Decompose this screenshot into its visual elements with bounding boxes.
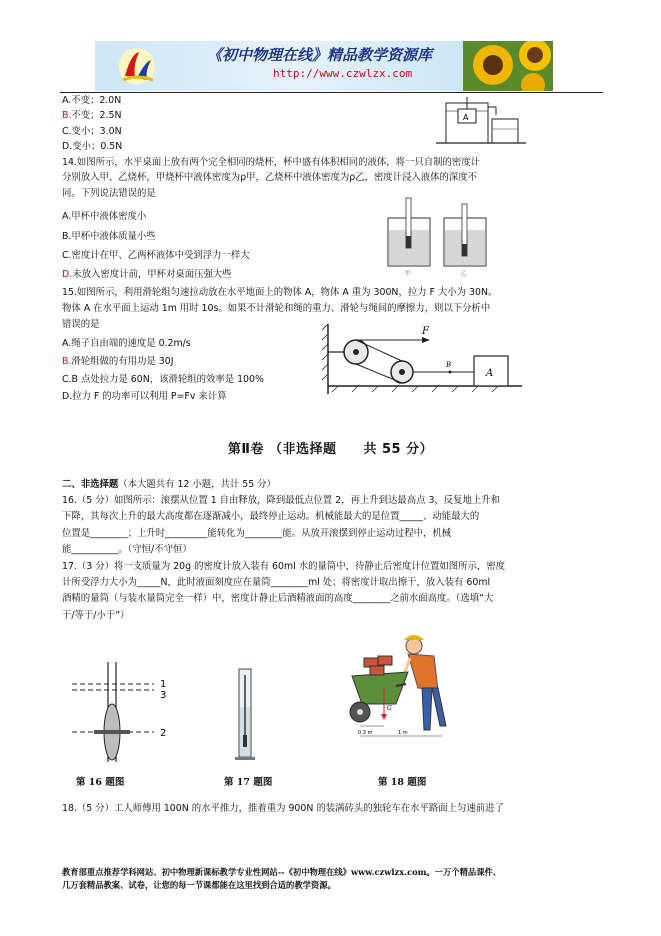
q13-figure-overflow-can [436,97,526,147]
q14-option-b: B.甲杯中液体质量小些 [62,231,156,242]
fig16-label-3: 3 [160,690,167,701]
q15-option-c: C.B 点处拉力是 60N，该滑轮组的效率是 100% [62,374,264,385]
section-heading: 第Ⅱ卷 （非选择题 共 55 分） [227,442,434,457]
q16-line-2: 下降，其每次上升的最大高度都在逐渐减小，最终停止运动。机械能最大的是位置_____、动能最大的 [62,511,480,522]
caption-fig18: 第 18 题图 [378,777,427,788]
q15-stem-1: 15.如图所示，利用滑轮组匀速拉动放在水平地面上的物体 A，物体 A 重为 300N，拉力 F 大小为 30N。 [62,287,498,298]
q15-option-d: D.拉力 F 的功率可以利用 P=Fv 来计算 [62,391,227,402]
footer-line-1: 教育部重点推荐学科网站、初中物理新课标教学专业性网站--《初中物理在线》www.czwlzx.com。一万个精品课件、 [62,867,502,877]
header-rule [60,92,603,93]
q13-option-d: D.变小；0.5N [62,141,123,152]
sunflower-image [463,41,553,91]
q17-line-2: 计所受浮力大小为_____N，此时液面刻度应在量筒________ml 处；将密度计取出擦干，放入装有 60ml [62,577,491,588]
q14-option-a: A.甲杯中液体密度小 [62,211,147,222]
banner-url: http://www.czwlzx.com [273,67,413,80]
banner-title: 《初中物理在线》精品教学资源库 [207,46,433,64]
caption-fig16: 第 16 题图 [76,777,125,788]
footer-line-2: 几万套精品教案、试卷，让您的每一节课都能在这里找到合适的教学资源。 [62,880,336,890]
q16-line-4: 能__________。（守恒/不守恒） [62,544,192,555]
part2-title: 二、非选择题（本大题共有 12 小题，共计 55 分） [62,479,276,490]
fig17-measuring-cylinder [230,665,260,765]
q14-option-c: C.密度计在甲、乙两杯液体中受到浮力一样大 [62,250,250,261]
site-logo [117,44,157,88]
fig18-label-1m: 1 m [398,730,408,736]
q13-option-c: C.变小；3.0N [62,126,122,137]
q13-block-label: A [463,113,469,122]
fig18-label-g: G [387,705,392,712]
q14-option-d: D.未放入密度计前，甲杯对桌面压强大些 [62,269,232,280]
fig18-wheelbarrow [338,626,468,741]
caption-fig17: 第 17 题图 [224,777,273,788]
q17-line-3: 酒精的量筒（与装水量筒完全一样）中，密度计静止后酒精液面的高度________之前水面高度。（选填“大 [62,593,494,604]
q17-line-1: 17.（3 分）将一支质量为 20g 的密度计放入装有 60ml 水的量筒中，待静止后密度计位置如图所示，密度 [62,561,505,572]
q15-label-a: A [486,368,494,379]
q14-label-yi: 乙 [461,271,467,277]
q18-line-1: 18.（5 分）工人师傅用 100N 的水平推力，推着重为 900N 的装满砖头的独轮车在水平路面上匀速前进了 [62,803,504,814]
q17-line-4: 于/等于/小于”） [62,610,130,621]
q14-stem-1: 14.如图所示，水平桌面上放有两个完全相同的烧杯，杯中盛有体积相同的液体，将一只自制的密度计 [62,157,481,168]
q14-stem-2: 分别放入甲、乙烧杯，甲烧杯中液体密度为ρ甲，乙烧杯中液体密度为ρ乙，密度计浸入液体的深度不 [62,172,478,183]
q15-label-b: B [446,361,452,369]
q13-option-a: A.不变；2.0N [62,95,122,106]
q13-option-b: B.不变；2.5N [62,110,122,121]
fig16-label-2: 2 [160,728,167,739]
q15-option-b: B.滑轮组做的有用功是 30J [62,356,174,367]
q15-label-f: F [422,326,429,337]
q14-figure-beakers [384,196,494,276]
q15-stem-3: 错误的是 [62,319,100,330]
q14-label-jia: 甲 [405,271,411,277]
header-banner [95,41,553,91]
q15-stem-2: 物体 A 在水平面上运动 1m 用时 10s。如果不计滑轮和绳的重力、滑轮与绳间的摩擦力，则以下分析中 [62,303,491,314]
q15-figure-pulley [322,324,522,396]
fig16-label-1: 1 [160,679,167,690]
q16-line-3: 位置是________；上升时_________能转化为________能。从放开滚摆到停止运动过程中，机械 [62,528,452,539]
q16-line-1: 16.（5 分）如图所示：滚摆从位置 1 自由释放，降到最低点位置 2，再上升到达最高点 3，反复地上升和 [62,495,501,506]
fig18-label-0-3m: 0.3 m [358,730,373,736]
q15-option-a: A.绳子自由端的速度是 0.2m/s [62,338,191,349]
q14-stem-3: 同。下列说法错误的是 [62,188,156,199]
fig16-maxwell-wheel [72,662,182,762]
